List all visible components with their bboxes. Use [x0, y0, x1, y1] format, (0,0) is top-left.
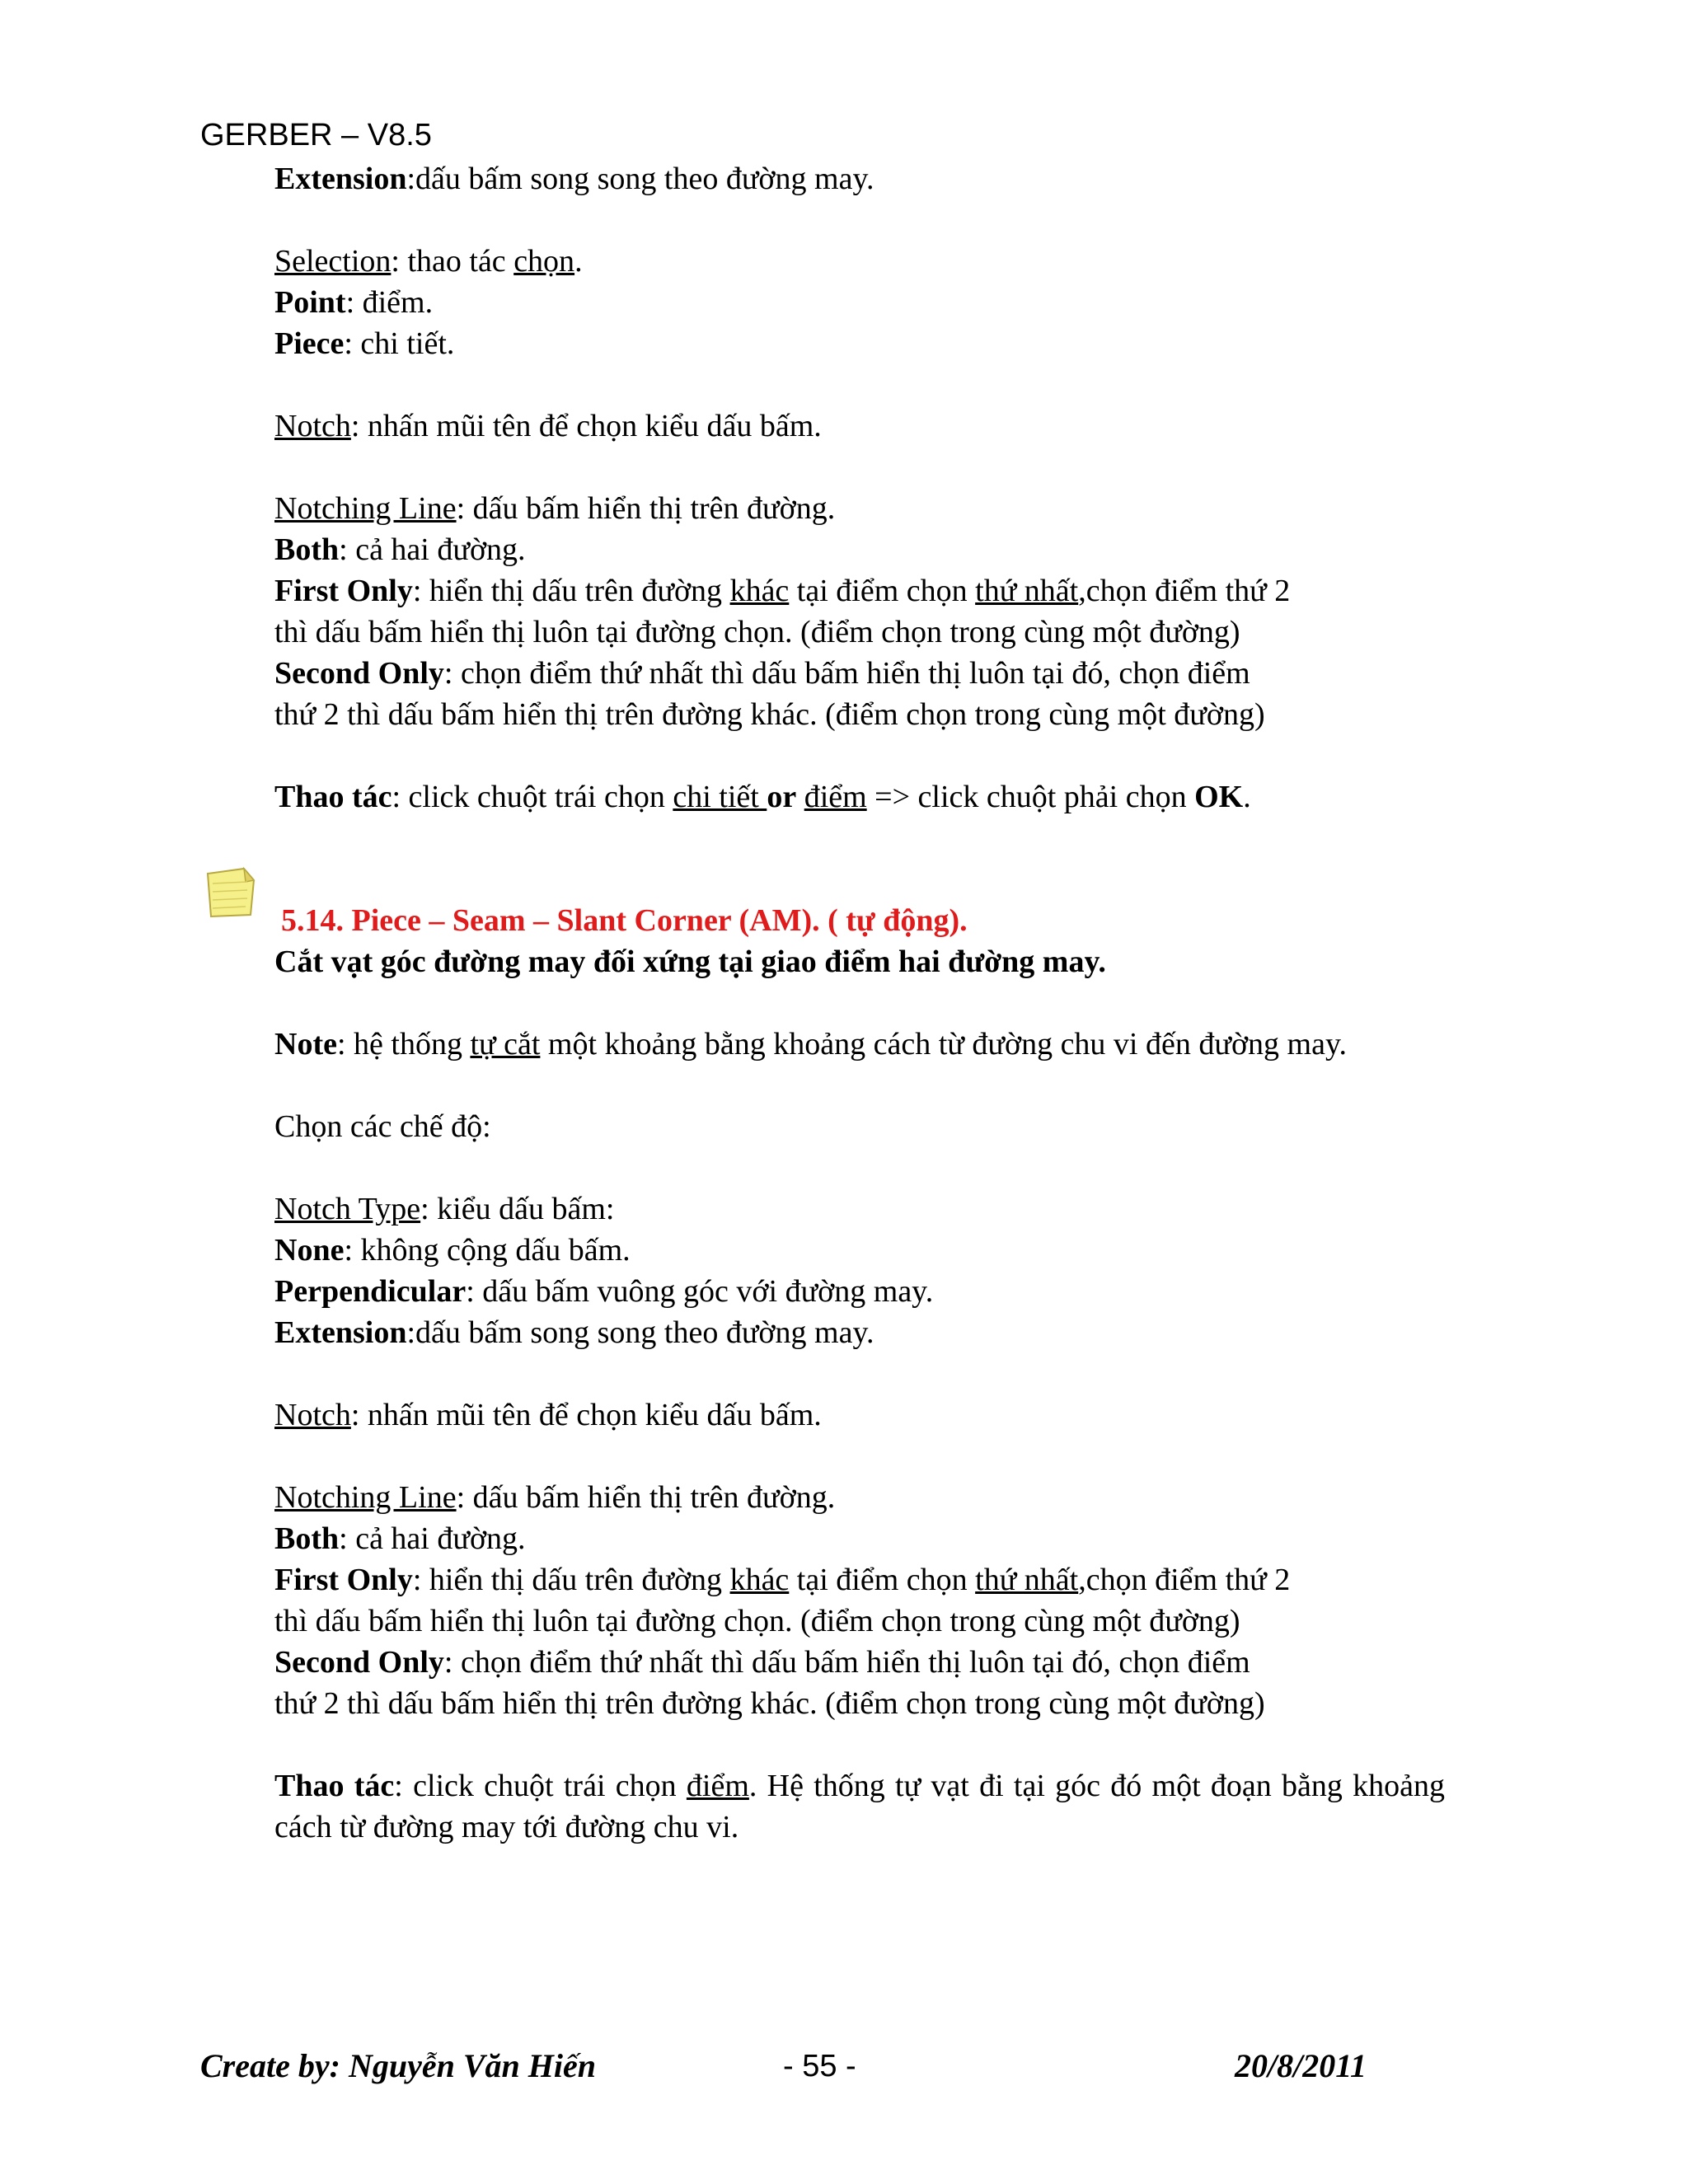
- selection-line: Selection: thao tác chọn.: [274, 244, 583, 279]
- extension-line-2: Extension:dấu bấm song song theo đường may.: [274, 1315, 874, 1350]
- term-none: None: [274, 1233, 345, 1268]
- first-only-line: First Only: hiển thị dấu trên đường khác tại điểm chọn thứ nhất,chọn điểm thứ 2: [274, 574, 1291, 608]
- term-second-only: Second Only: [274, 656, 444, 691]
- second-only-line-b: Second Only: chọn điểm thứ nhất thì dấu bấm hiển thị luôn tại đó, chọn điểm: [274, 1645, 1250, 1680]
- term-first-only-2: First Only: [274, 1563, 413, 1597]
- notching-line-line: Notching Line: dấu bấm hiển thị trên đường.: [274, 491, 836, 526]
- term-notching-line: Notching Line: [274, 491, 457, 526]
- first-only-line-b: First Only: hiển thị dấu trên đường khác tại điểm chọn thứ nhất,chọn điểm thứ 2: [274, 1563, 1291, 1597]
- term-notch-type: Notch Type: [274, 1192, 421, 1226]
- term-notching-line-2: Notching Line: [274, 1480, 457, 1515]
- operation-paragraph: Thao tác: click chuột trái chọn điểm. Hệ thống tự vạt đi tại góc đó một đoạn bằng khoảng cách từ đường may tới đường chu vi.: [274, 1769, 1446, 1844]
- term-operation-2: Thao tác: [274, 1769, 395, 1803]
- section-subtitle: Cắt vạt góc đường may đối xứng tại giao điểm hai đường may.: [274, 944, 1106, 979]
- page-number: - 55 -: [783, 2049, 856, 2083]
- both-line: Both: cả hai đường.: [274, 532, 526, 567]
- note-icon: [204, 865, 259, 920]
- term-perpendicular: Perpendicular: [274, 1274, 467, 1309]
- term-notch-2: Notch: [274, 1398, 351, 1432]
- notch-line-2: Notch: nhấn mũi tên để chọn kiểu dấu bấm.: [274, 1398, 822, 1432]
- term-piece: Piece: [274, 326, 345, 361]
- term-note: Note: [274, 1027, 337, 1062]
- notching-line-line-2: Notching Line: dấu bấm hiển thị trên đường.: [274, 1480, 836, 1515]
- operation-line: Thao tác: click chuột trái chọn chi tiết or điểm => click chuột phải chọn OK.: [274, 780, 1251, 814]
- notch-type-line: Notch Type: kiểu dấu bấm:: [274, 1192, 615, 1226]
- extension-line: Extension:dấu bấm song song theo đường may.: [274, 162, 874, 196]
- footer-author: Create by: Nguyễn Văn Hiến: [200, 2047, 596, 2084]
- point-line: Point: điểm.: [274, 285, 434, 320]
- first-only-line-2: thì dấu bấm hiển thị luôn tại đường chọn. (điểm chọn trong cùng một đường): [274, 615, 1240, 649]
- modes-line: Chọn các chế độ:: [274, 1109, 491, 1144]
- none-line: None: không cộng dấu bấm.: [274, 1233, 631, 1268]
- perpendicular-line: Perpendicular: dấu bấm vuông góc với đường may.: [274, 1274, 934, 1309]
- term-point: Point: [274, 285, 346, 320]
- second-only-line-2: thứ 2 thì dấu bấm hiển thị trên đường khác. (điểm chọn trong cùng một đường): [274, 697, 1265, 732]
- term-selection: Selection: [274, 244, 392, 279]
- term-both-2: Both: [274, 1521, 340, 1556]
- term-extension-2: Extension: [274, 1315, 407, 1350]
- document-body: [274, 158, 1445, 1848]
- second-only-line-b-2: thứ 2 thì dấu bấm hiển thị trên đường khác. (điểm chọn trong cùng một đường): [274, 1686, 1265, 1721]
- first-only-line-b-2: thì dấu bấm hiển thị luôn tại đường chọn. (điểm chọn trong cùng một đường): [274, 1604, 1240, 1638]
- term-first-only: First Only: [274, 574, 413, 608]
- note-paragraph: Note: hệ thống tự cắt một khoảng bằng khoảng cách từ đường chu vi đến đường may.: [274, 1027, 1347, 1062]
- both-line-2: Both: cả hai đường.: [274, 1521, 526, 1556]
- second-only-line: Second Only: chọn điểm thứ nhất thì dấu bấm hiển thị luôn tại đó, chọn điểm: [274, 656, 1250, 691]
- term-operation: Thao tác: [274, 780, 392, 814]
- piece-line: Piece: chi tiết.: [274, 326, 455, 361]
- section-heading: 5.14. Piece – Seam – Slant Corner (AM). ( tự động).: [281, 903, 968, 938]
- term-extension: Extension: [274, 162, 407, 196]
- page-header: GERBER – V8.5: [200, 118, 432, 152]
- term-second-only-2: Second Only: [274, 1645, 444, 1680]
- notch-line: Notch: nhấn mũi tên để chọn kiểu dấu bấm.: [274, 409, 822, 443]
- term-notch: Notch: [274, 409, 351, 443]
- footer-date: 20/8/2011: [1235, 2047, 1367, 2084]
- term-both: Both: [274, 532, 340, 567]
